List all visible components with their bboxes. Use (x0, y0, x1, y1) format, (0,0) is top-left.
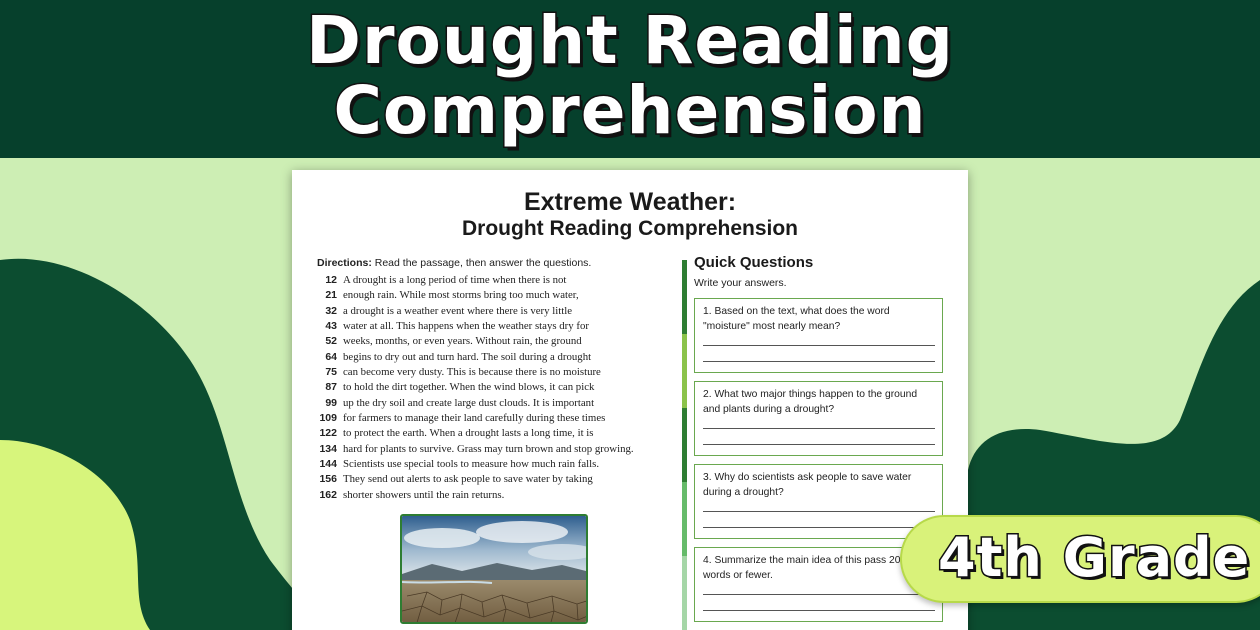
passage-line (310, 274, 680, 289)
answer-line[interactable] (703, 610, 935, 611)
passage-line (310, 366, 680, 381)
passage-text: Scientists use special tools to measure how much rain falls. (343, 458, 600, 471)
answer-line[interactable] (703, 361, 935, 362)
passage-line (310, 381, 680, 396)
answer-line[interactable] (703, 511, 935, 512)
answer-line[interactable] (703, 594, 935, 595)
passage-line (310, 412, 680, 427)
word-count: 43 (325, 320, 337, 333)
passage-text: for farmers to manage their land carefully during these times (343, 412, 606, 425)
passage-line (310, 320, 680, 335)
passage-line (310, 458, 680, 473)
word-count: 156 (319, 473, 337, 486)
directions-text: Read the passage, then answer the questions. (371, 257, 592, 269)
answer-line[interactable] (703, 428, 935, 429)
passage-line (310, 305, 680, 320)
passage-text: up the dry soil and create large dust clouds. It is important (343, 396, 595, 409)
passage-text: enough rain. While most storms bring too much water, (343, 289, 579, 302)
word-count: 32 (325, 304, 337, 317)
passage-text: to hold the dirt together. When the wind blows, it can pick (343, 381, 595, 394)
question-box-1 (694, 298, 943, 373)
word-count: 75 (325, 366, 337, 379)
passage-line (310, 289, 680, 304)
grade-badge-label: 4th Grade (938, 526, 1251, 589)
worksheet-subtitle: Drought Reading Comprehension (462, 217, 798, 240)
answer-line[interactable] (703, 527, 935, 528)
drought-landscape-image (400, 514, 588, 624)
passage-text: A drought is a long period of time when there is not (343, 274, 567, 286)
word-count: 87 (325, 381, 337, 394)
passage-text: weeks, months, or even years. Without rain, the ground (343, 335, 582, 348)
reading-passage (310, 274, 680, 504)
question-text: 3. Why do scientists ask people to save water during a drought? (703, 472, 912, 498)
passage-line (310, 335, 680, 350)
passage-text: They send out alerts to ask people to save water by taking (343, 473, 593, 486)
question-text: 4. Summarize the main idea of this pass 20 words or fewer. (703, 555, 901, 581)
word-count: 134 (319, 442, 337, 455)
question-text: 1. Based on the text, what does the word "moisture" most nearly mean? (703, 306, 890, 332)
word-count: 52 (325, 335, 337, 348)
word-count: 109 (319, 412, 337, 425)
word-count: 21 (325, 289, 337, 302)
worksheet-title: Extreme Weather: (523, 188, 737, 216)
passage-line (310, 427, 680, 442)
passage-text: begins to dry out and turn hard. The soil during a drought (343, 350, 592, 363)
passage-line (310, 397, 680, 412)
passage-line (310, 351, 680, 366)
passage-text: hard for plants to survive. Grass may turn brown and stop growing. (343, 442, 634, 455)
passage-line (310, 489, 680, 504)
passage-text: water at all. This happens when the weather stays dry for (343, 320, 589, 333)
worksheet-preview (292, 170, 968, 630)
passage-text: a drought is a weather event where there is very little (343, 304, 573, 317)
word-count: 12 (325, 274, 337, 286)
question-box-2 (694, 381, 943, 456)
passage-text: can become very dusty. This is because there is no moisture (343, 366, 601, 379)
passage-text: to protect the earth. When a drought lasts a long time, it is (343, 427, 594, 440)
questions-accent-bar (682, 260, 687, 630)
banner-title-line1: Drought Reading (306, 2, 954, 79)
drought-landscape-illustration (402, 516, 588, 624)
word-count: 144 (319, 458, 337, 471)
quick-questions-title: Quick Questions (694, 254, 814, 271)
directions-label: Directions: (317, 257, 372, 269)
word-count: 64 (325, 350, 337, 363)
answer-line[interactable] (703, 444, 935, 445)
word-count: 122 (319, 427, 337, 440)
question-text: 2. What two major things happen to the ground and plants during a drought? (703, 389, 918, 415)
passage-text: shorter showers until the rain returns. (343, 488, 505, 501)
banner-title-line2: Comprehension (333, 72, 927, 149)
passage-line (310, 473, 680, 488)
word-count: 99 (325, 396, 337, 409)
word-count: 162 (319, 488, 337, 501)
question-box-3 (694, 464, 943, 539)
quick-questions-instruction: Write your answers. (694, 277, 787, 289)
passage-line (310, 443, 680, 458)
directions (317, 257, 591, 269)
answer-line[interactable] (703, 345, 935, 346)
